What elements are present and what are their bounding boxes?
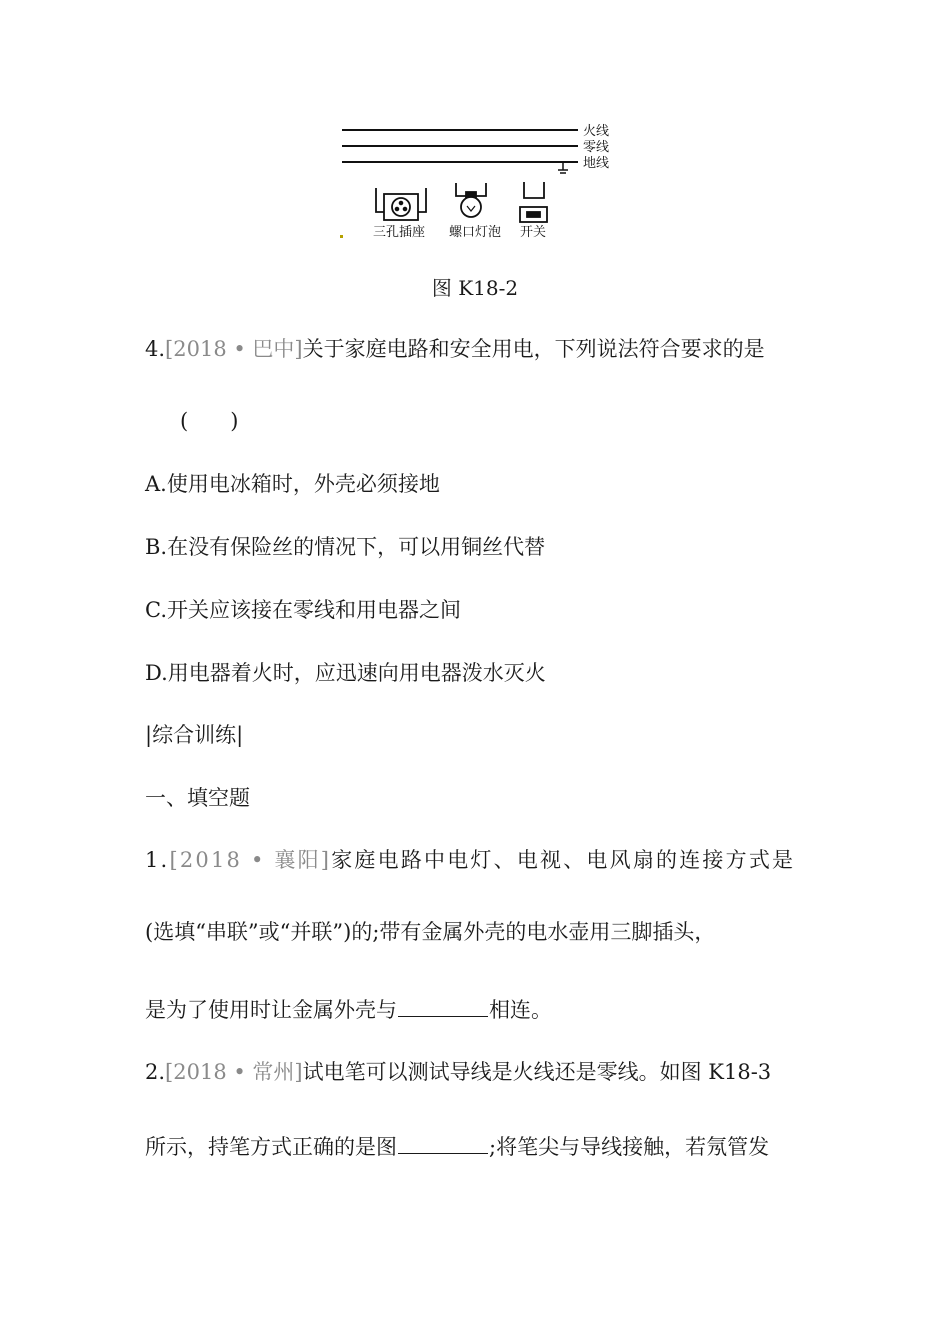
q1-line3: [145, 996, 552, 1024]
switch-icon: [520, 182, 547, 222]
q2-blank[interactable]: [398, 1133, 488, 1154]
q1-text-3a: 是为了使用时让金属外壳与: [145, 998, 397, 1022]
q4-text: 关于家庭电路和安全用电，下列说法符合要求的是: [302, 337, 765, 361]
ground-icon: [558, 162, 568, 173]
three-hole-socket-icon: [376, 188, 426, 220]
wire-label-earth: 地线: [583, 156, 610, 171]
q1-line2: (选填“串联”或“并联”)的;带有金属外壳的电水壶用三脚插头，: [145, 920, 716, 944]
q2-number: 2.: [145, 1060, 166, 1084]
q4-source: [2018 • 巴中]: [165, 337, 303, 361]
circuit-figure: [0, 0, 950, 260]
device-label-switch: 开关: [520, 225, 547, 240]
q2-source: [2018 • 常州]: [165, 1060, 303, 1084]
wire-label-neutral: 零线: [583, 140, 610, 155]
q4-answer-paren: ( ): [180, 409, 239, 433]
q4-number: 4.: [145, 337, 166, 361]
wire-label-live: 火线: [583, 124, 610, 139]
q2-text-2a: 所示，持笔方式正确的是图: [145, 1135, 397, 1159]
q2-line1: [145, 1058, 771, 1086]
q1-text-3b: 相连。: [489, 998, 552, 1022]
q4-option-a: A.使用电冰箱时，外壳必须接地: [145, 472, 440, 496]
device-label-socket: 三孔插座: [373, 225, 426, 240]
q1-blank[interactable]: [398, 996, 488, 1017]
q4-stem: [145, 335, 765, 363]
q4-option-c: C.开关应该接在零线和用电器之间: [145, 598, 461, 622]
q4-option-b: B.在没有保险丝的情况下，可以用铜丝代替: [145, 535, 546, 559]
q2-line2: [145, 1133, 769, 1161]
q1-text-1: 家庭电路中电灯、电视、电风扇的连接方式是: [331, 848, 796, 872]
bulb-icon: [456, 183, 486, 217]
figure-caption: 图 K18-2: [431, 276, 519, 300]
q1-source: [2018 • 襄阳]: [169, 848, 332, 872]
q4-option-d: D.用电器着火时，应迅速向用电器泼水灭火: [145, 661, 546, 685]
section-title: |综合训练|: [145, 723, 244, 747]
section-subtitle: 一、填空题: [145, 786, 250, 810]
q2-text-1: 试电笔可以测试导线是火线还是零线。如图 K18-3: [302, 1060, 772, 1084]
small-dot: [340, 235, 343, 238]
device-label-bulb: 螺口灯泡: [449, 225, 502, 240]
q1-number: 1.: [145, 848, 170, 872]
q2-text-2b: ;将笔尖与导线接触，若氖管发: [489, 1135, 770, 1159]
q1-line1: [145, 846, 795, 874]
